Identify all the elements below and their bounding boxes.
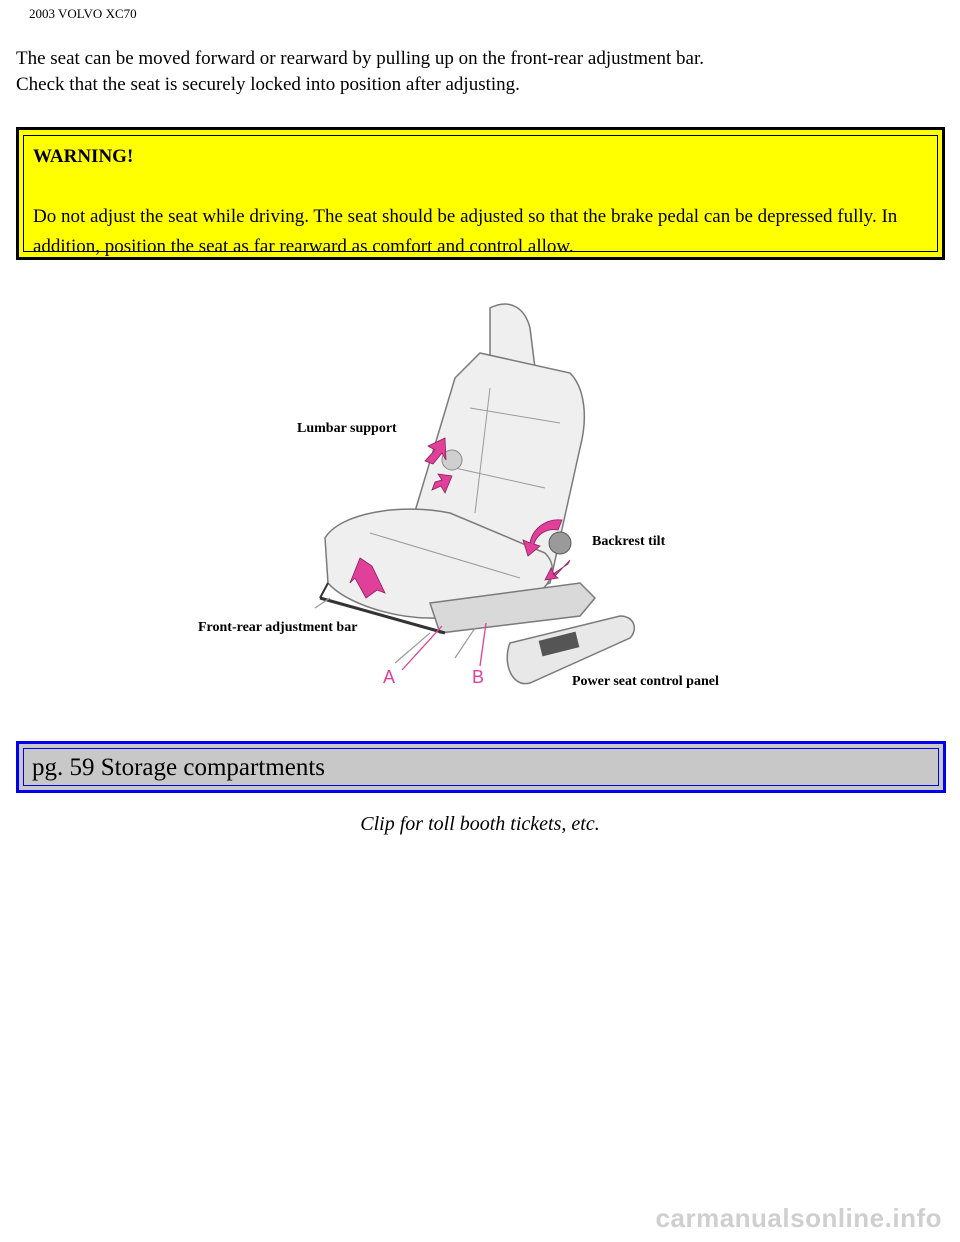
label-front-rear-adjustment-bar: Front-rear adjustment bar: [198, 620, 358, 635]
watermark: carmanualsonline.info: [655, 1203, 942, 1233]
section-header-inner: [23, 748, 939, 786]
section-title: pg. 59 Storage compartments: [32, 754, 325, 781]
label-lumbar-support: Lumbar support: [297, 421, 397, 436]
figure-caption: Clip for toll booth tickets, etc.: [360, 813, 600, 835]
backrest-knob-icon: [549, 532, 571, 554]
warning-box: [16, 127, 945, 260]
seat-illustration: [190, 298, 770, 698]
warning-box-inner: [23, 135, 938, 257]
warning-title: WARNING!: [33, 146, 134, 167]
intro-line-2: Check that the seat is securely locked into position after adjusting.: [16, 74, 520, 95]
label-b: B: [472, 667, 485, 687]
label-power-seat-control-panel: Power seat control panel: [572, 674, 719, 689]
seat-diagram: [190, 298, 770, 698]
intro-line-1: The seat can be moved forward or rearward by pulling up on the front-rear adjustment bar.: [16, 48, 704, 69]
section-header-box: [16, 741, 946, 793]
intro-paragraph: [16, 46, 946, 98]
label-backrest-tilt: Backrest tilt: [592, 534, 666, 549]
label-a: A: [383, 667, 396, 687]
document-header: 2003 VOLVO XC70: [29, 6, 137, 21]
warning-text: Do not adjust the seat while driving. The seat should be adjusted so that the brake pedal can be depressed fully. In addition, position the seat as far rearward as comfort and control allow.: [33, 206, 898, 257]
